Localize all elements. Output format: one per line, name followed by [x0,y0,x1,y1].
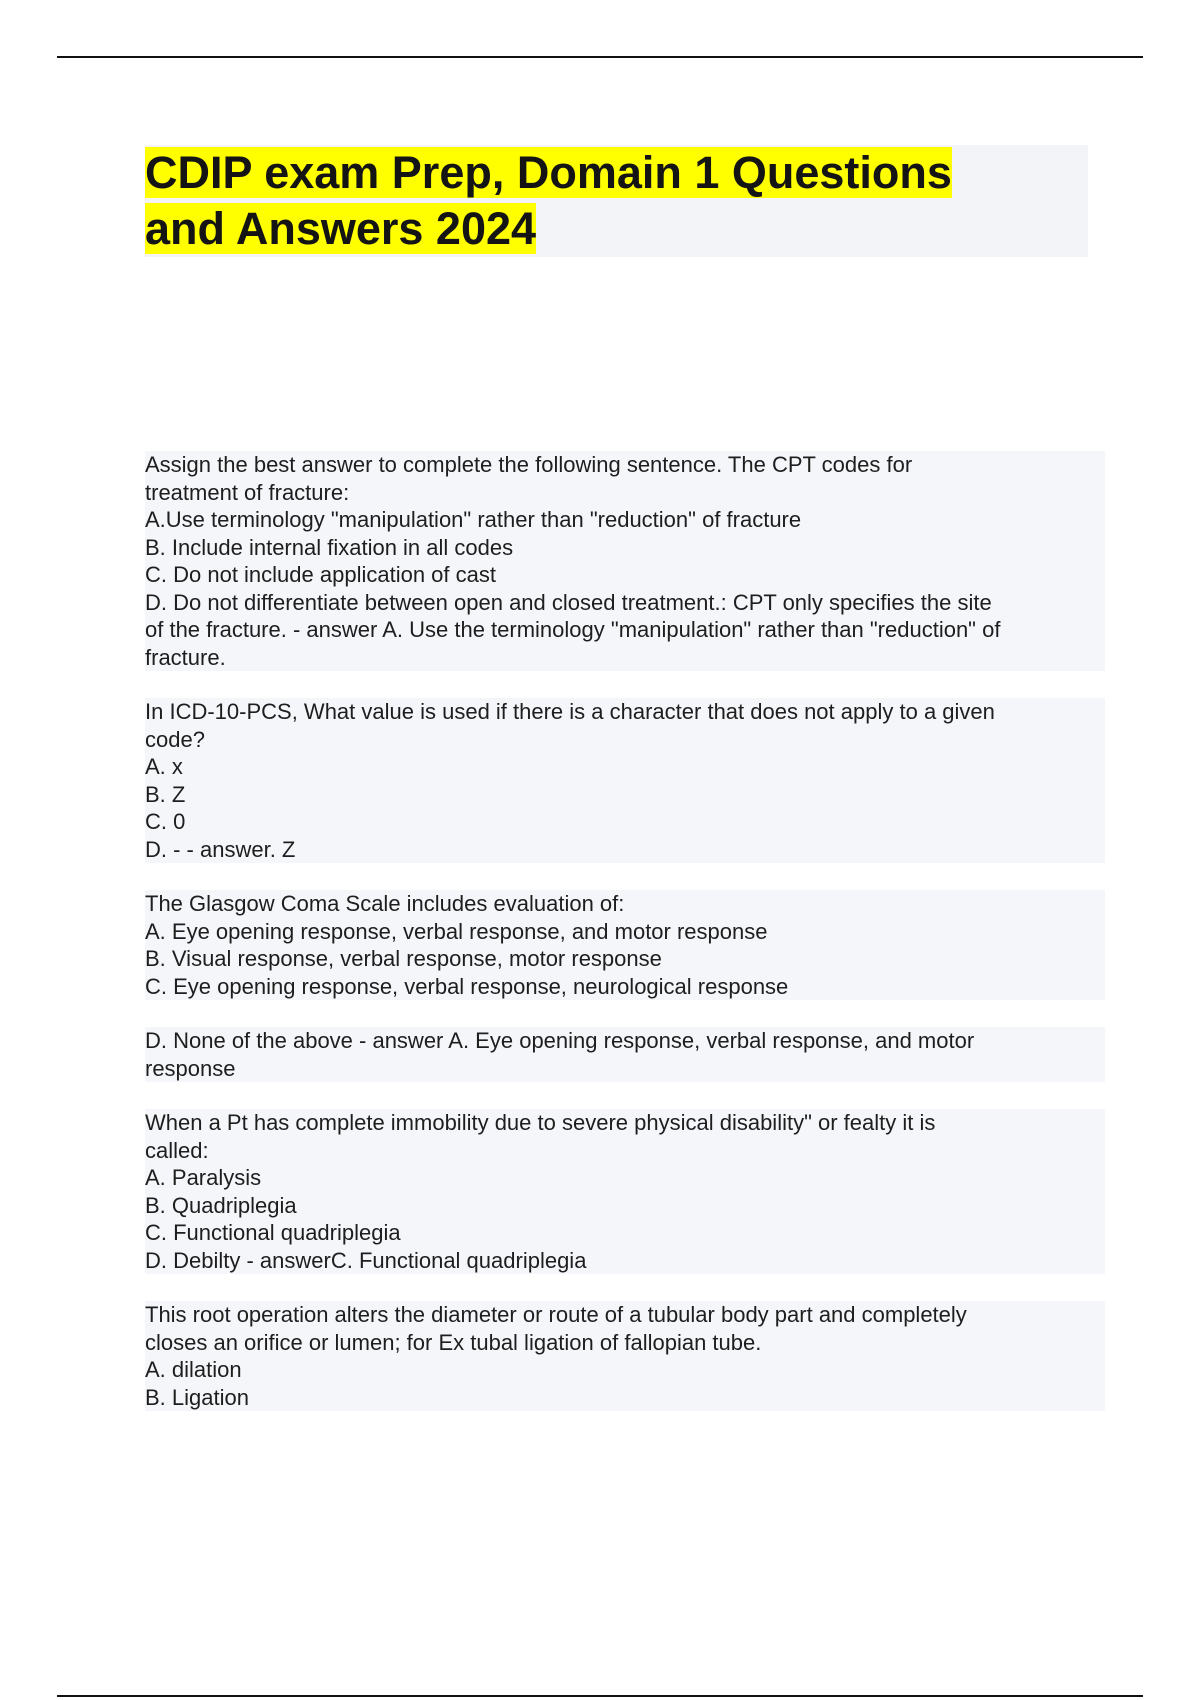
answer-option: A. dilation [145,1356,1105,1384]
answer-option: D. Debilty - answerC. Functional quadriplegia [145,1247,1105,1275]
question-text-line: In ICD-10-PCS, What value is used if there is a character that does not apply to a given [145,698,1105,726]
answer-text-line: fracture. [145,644,1105,672]
answer-option: B. Quadriplegia [145,1192,1105,1220]
question-block-1 [145,451,1105,671]
question-text-line: treatment of fracture: [145,479,1105,507]
answer-option: C. Eye opening response, verbal response, neurological response [145,973,1105,1001]
question-block-5 [145,1301,1105,1411]
answer-option: D. None of the above - answer A. Eye opening response, verbal response, and motor [145,1027,1105,1055]
answer-option: C. Do not include application of cast [145,561,1105,589]
question-list [145,451,1105,1438]
answer-option: D. - - answer. Z [145,836,1105,864]
answer-option: A.Use terminology "manipulation" rather than "reduction" of fracture [145,506,1105,534]
blank-gap [145,1000,1105,1027]
question-text-line: When a Pt has complete immobility due to severe physical disability" or fealty it is [145,1109,1105,1137]
bottom-rule [57,1695,1143,1697]
answer-option: B. Visual response, verbal response, motor response [145,945,1105,973]
question-text-line: closes an orifice or lumen; for Ex tubal ligation of fallopian tube. [145,1329,1105,1357]
question-text-line: code? [145,726,1105,754]
question-text-line: This root operation alters the diameter or route of a tubular body part and completely [145,1301,1105,1329]
title-line-1: CDIP exam Prep, Domain 1 Questions [145,147,952,198]
top-rule [57,56,1143,58]
answer-text-line: response [145,1055,1105,1083]
answer-option: B. Ligation [145,1384,1105,1412]
answer-option: B. Z [145,781,1105,809]
question-block-2 [145,698,1105,863]
answer-option: A. Eye opening response, verbal response, and motor response [145,918,1105,946]
document-title [145,145,1088,257]
question-block-3 [145,890,1105,1082]
question-block-4 [145,1109,1105,1274]
question-text-line: The Glasgow Coma Scale includes evaluation of: [145,890,1105,918]
answer-option: D. Do not differentiate between open and closed treatment.: CPT only specifies the site [145,589,1105,617]
question-text-line: Assign the best answer to complete the following sentence. The CPT codes for [145,451,1105,479]
answer-option: A. Paralysis [145,1164,1105,1192]
document-title-block [145,145,1088,257]
answer-option: B. Include internal fixation in all codes [145,534,1105,562]
answer-text-line: of the fracture. - answer A. Use the terminology "manipulation" rather than "reduction" of [145,616,1105,644]
answer-option: C. 0 [145,808,1105,836]
question-text-line: called: [145,1137,1105,1165]
answer-option: C. Functional quadriplegia [145,1219,1105,1247]
answer-option: A. x [145,753,1105,781]
title-line-2: and Answers 2024 [145,203,537,254]
